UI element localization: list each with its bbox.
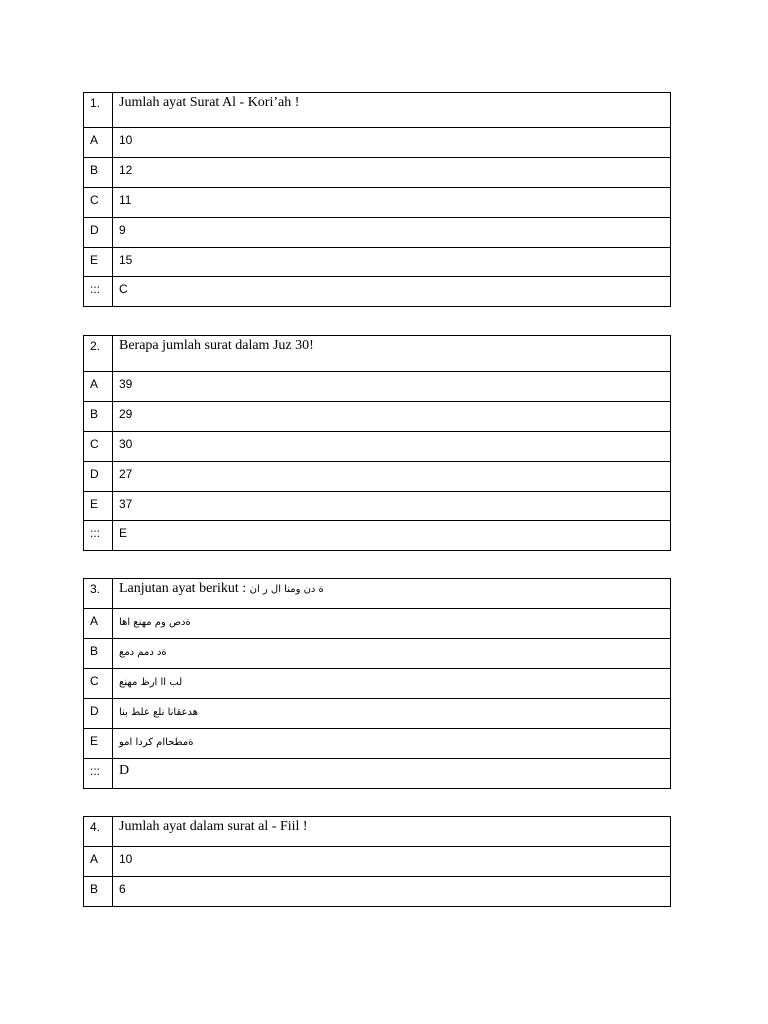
- option-row-e: [84, 492, 671, 521]
- option-value: 29: [113, 402, 671, 432]
- option-row-b: [84, 877, 671, 907]
- answer-value: C: [113, 277, 671, 307]
- option-value-arabic: ةمطحاام كردا امو: [119, 737, 194, 748]
- question-text-latin: Lanjutan ayat berikut :: [119, 581, 247, 596]
- answer-key: :::: [84, 759, 113, 789]
- option-row-b: [84, 158, 671, 188]
- answer-value: D: [113, 759, 671, 789]
- option-value: 9: [113, 218, 671, 248]
- option-row-a: [84, 609, 671, 639]
- option-key: B: [84, 877, 113, 907]
- option-key: B: [84, 402, 113, 432]
- option-value-arabic: ةد دمم دمع: [119, 647, 167, 658]
- question-text: Jumlah ayat dalam surat al - Fiil !: [113, 817, 671, 847]
- option-key: B: [84, 639, 113, 669]
- question-row: [84, 336, 671, 372]
- question-2-table: [83, 335, 671, 551]
- option-row-a: [84, 847, 671, 877]
- question-number: 3.: [84, 579, 113, 609]
- question-3-table: [83, 578, 671, 789]
- option-value: 6: [113, 877, 671, 907]
- option-row-e: [84, 729, 671, 759]
- option-row-b: [84, 402, 671, 432]
- option-value: 11: [113, 188, 671, 218]
- option-row-c: [84, 432, 671, 462]
- option-value-arabic: هدعقانا نلع علط بنا: [119, 707, 198, 718]
- option-key: C: [84, 188, 113, 218]
- question-row: [84, 817, 671, 847]
- option-value: [113, 639, 671, 669]
- answer-key: :::: [84, 521, 113, 551]
- option-row-c: [84, 669, 671, 699]
- option-key: C: [84, 432, 113, 462]
- option-value: [113, 669, 671, 699]
- question-text: Jumlah ayat Surat Al - Kori’ah !: [113, 93, 671, 128]
- question-number: 4.: [84, 817, 113, 847]
- question-1-table: [83, 92, 671, 307]
- question-text: [113, 579, 671, 609]
- option-value: 39: [113, 372, 671, 402]
- answer-row: [84, 759, 671, 789]
- option-row-e: [84, 248, 671, 277]
- question-text: Berapa jumlah surat dalam Juz 30!: [113, 336, 671, 372]
- question-row: [84, 579, 671, 609]
- option-value: 27: [113, 462, 671, 492]
- option-value: 12: [113, 158, 671, 188]
- option-key: B: [84, 158, 113, 188]
- option-value-arabic: ةدص وم مهنع اها: [119, 617, 191, 628]
- option-key: E: [84, 729, 113, 759]
- option-key: C: [84, 669, 113, 699]
- option-row-b: [84, 639, 671, 669]
- option-value: [113, 699, 671, 729]
- option-key: A: [84, 847, 113, 877]
- option-key: E: [84, 248, 113, 277]
- option-row-a: [84, 128, 671, 158]
- question-text-arabic: ة دن ومنا ال ر ان: [249, 584, 324, 595]
- option-key: A: [84, 372, 113, 402]
- question-row: [84, 93, 671, 128]
- option-key: A: [84, 609, 113, 639]
- option-value: 10: [113, 128, 671, 158]
- option-key: D: [84, 462, 113, 492]
- question-number: 2.: [84, 336, 113, 372]
- answer-row: [84, 277, 671, 307]
- option-key: E: [84, 492, 113, 521]
- answer-key: :::: [84, 277, 113, 307]
- option-value: 10: [113, 847, 671, 877]
- option-value-arabic: لب اا ارظ مهنع: [119, 677, 183, 688]
- option-row-a: [84, 372, 671, 402]
- option-value: [113, 609, 671, 639]
- question-number: 1.: [84, 93, 113, 128]
- answer-value: E: [113, 521, 671, 551]
- option-row-c: [84, 188, 671, 218]
- option-row-d: [84, 218, 671, 248]
- question-4-table: [83, 816, 671, 907]
- answer-row: [84, 521, 671, 551]
- option-value: 15: [113, 248, 671, 277]
- option-key: D: [84, 218, 113, 248]
- option-row-d: [84, 462, 671, 492]
- option-value: 37: [113, 492, 671, 521]
- option-key: D: [84, 699, 113, 729]
- option-value: 30: [113, 432, 671, 462]
- option-row-d: [84, 699, 671, 729]
- option-value: [113, 729, 671, 759]
- option-key: A: [84, 128, 113, 158]
